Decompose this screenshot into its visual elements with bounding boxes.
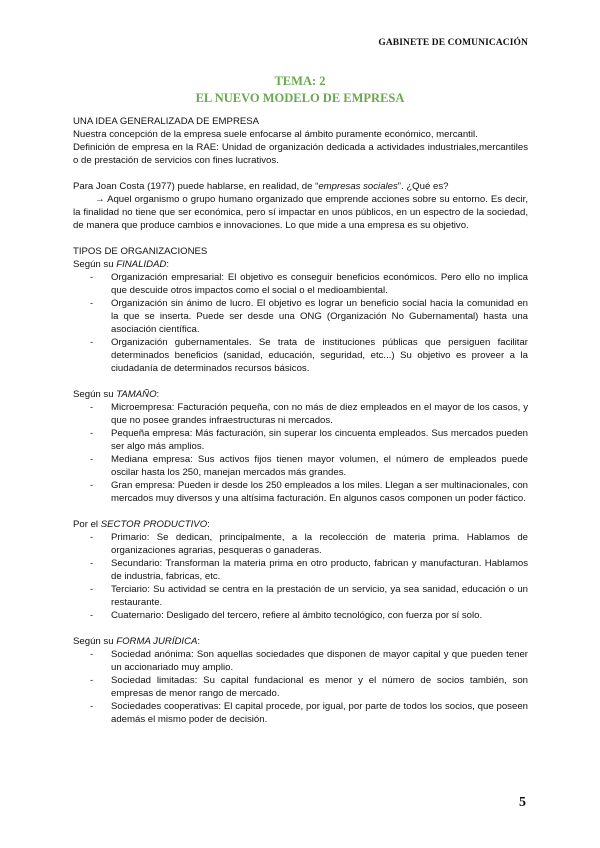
- list-item-text: Pequeña empresa: Más facturación, sin superar los cincuenta empleados. Sus mercados pueden ser algo más amplios.: [111, 428, 528, 452]
- dash-bullet: -: [90, 480, 94, 491]
- topic-title: [0, 73, 600, 107]
- document-body: [73, 115, 528, 726]
- list-item: [73, 557, 528, 583]
- list-item: [73, 700, 528, 726]
- dash-bullet: -: [90, 454, 94, 465]
- list-item-text: Sociedad anónima: Son aquellas sociedades que disponen de mayor capital y que pueden tener un accionariado muy amplio.: [111, 649, 528, 673]
- dash-bullet: -: [90, 649, 94, 660]
- list-item: [73, 336, 528, 375]
- list-item: [73, 271, 528, 297]
- dash-bullet: -: [90, 558, 94, 569]
- dash-bullet: -: [90, 675, 94, 686]
- heading-label: SECTOR PRODUCTIVO: [100, 519, 208, 530]
- heading-suffix: :: [166, 259, 170, 270]
- list-item-text: Organización empresarial: El objetivo es conseguir beneficios económicos. Pero ello no implica que descuide otros impactos como el social o el medioambiental.: [111, 272, 528, 296]
- classification-group: [73, 258, 528, 375]
- list-item-text: Sociedades cooperativas: El capital procede, por igual, por parte de todos los socios, que poseen además el mismo poder de decisión.: [111, 701, 528, 725]
- section-heading: TIPOS DE ORGANIZACIONES: [73, 246, 208, 257]
- paragraph: Nuestra concepción de la empresa suele enfocarse al ámbito puramente económico, mercantil.: [73, 129, 478, 140]
- heading-prefix: Según su: [73, 389, 117, 400]
- list-item-text: Gran empresa: Pueden ir desde los 250 empleados a los miles. Llegan a ser multinacionales, con mercados muy diversos y una altísima facturación. En algunos casos componen un poder fáctico.: [111, 480, 528, 504]
- paragraph: Definición de empresa en la RAE: Unidad de organización dedicada a actividades industriales,mercantiles o de prestación de servicios con fines lucrativos.: [73, 142, 528, 166]
- department-header: GABINETE DE COMUNICACIÓN: [378, 38, 528, 48]
- list-item: [73, 453, 528, 479]
- list-item-text: Cuaternario: Desligado del tercero, refiere al ámbito tecnológico, con fuerza por sí solo.: [111, 610, 483, 621]
- list-item: [73, 648, 528, 674]
- list-item-text: Organización sin ánimo de lucro. El objetivo es lograr un beneficio social hacia la comunidad en la que se inserta. Puede ser desde una ONG (Organización No Gubernamental) hasta una asociación científica.: [111, 298, 528, 335]
- list-item: [73, 297, 528, 336]
- emphasis-text: empresas sociales: [318, 181, 398, 192]
- list-item-text: Terciario: Su actividad se centra en la prestación de un servicio, ya sea sanidad, educación o un restaurante.: [111, 584, 528, 608]
- dash-bullet: -: [90, 298, 94, 309]
- dash-bullet: -: [90, 584, 94, 595]
- heading-label: FORMA JURÍDICA: [116, 636, 198, 647]
- paragraph: [73, 180, 528, 193]
- list-item-text: Organización gubernamentales. Se trata de instituciones públicas que persiguen facilitar determinados beneficios (sanidad, educación, seguridad, etc...) Su objetivo es proveer a la ciudadanía de determinados recursos básicos.: [111, 337, 528, 374]
- dash-bullet: -: [90, 337, 94, 348]
- bullet-list: [73, 401, 528, 505]
- list-item: [73, 674, 528, 700]
- list-item-text: Primario: Se dedican, principalmente, a la recolección de materia prima. Hablamos de organizaciones agrarias, pesqueras o ganaderas.: [111, 532, 528, 556]
- list-item: [73, 401, 528, 427]
- heading-prefix: Por el: [73, 519, 101, 530]
- heading-prefix: Según su: [73, 636, 117, 647]
- dash-bullet: -: [90, 610, 94, 621]
- list-item-text: Microempresa: Facturación pequeña, con no más de diez empleados en el mayor de los casos, y que no posee grandes infraestructuras ni mercados.: [111, 402, 528, 426]
- text-run: Para Joan Costa (1977) puede hablarse, en realidad, de “: [73, 181, 319, 192]
- text-run: ”. ¿Qué es?: [397, 181, 449, 192]
- heading-label: FINALIDAD: [116, 259, 167, 270]
- topic-number: TEMA: 2: [274, 74, 326, 88]
- group-heading: [73, 258, 528, 271]
- dash-bullet: -: [90, 272, 94, 283]
- heading-suffix: :: [207, 519, 210, 530]
- heading-label: TAMAÑO: [116, 389, 157, 400]
- heading-suffix: :: [197, 636, 201, 647]
- bullet-list: [73, 648, 528, 726]
- bullet-list: [73, 531, 528, 622]
- dash-bullet: -: [90, 402, 94, 413]
- page-number: 5: [519, 795, 526, 810]
- section-heading: UNA IDEA GENERALIZADA DE EMPRESA: [73, 116, 260, 127]
- list-item: [73, 427, 528, 453]
- classification-group: [73, 635, 528, 726]
- list-item: [73, 531, 528, 557]
- list-item: [73, 479, 528, 505]
- heading-prefix: Según su: [73, 259, 117, 270]
- group-heading: [73, 388, 528, 401]
- list-item-text: Sociedad limitadas: Su capital fundacional es menor y el número de socios también, son empresas de menor rango de mercado.: [111, 675, 528, 699]
- group-heading: [73, 635, 528, 648]
- dash-bullet: -: [90, 532, 94, 543]
- classification-group: [73, 518, 528, 622]
- dash-bullet: -: [90, 701, 94, 712]
- dash-bullet: -: [90, 428, 94, 439]
- paragraph: → Aquel organismo o grupo humano organizado que emprende acciones sobre su entorno. Es decir, la finalidad no tiene que ser económica, pero sí impactar en unos públicos, en un espectro de la sociedad, de manera que produce cambios e innovaciones. Lo que mide a una empresa es su objetivo.: [73, 194, 528, 231]
- group-heading: [73, 518, 528, 531]
- heading-suffix: :: [156, 389, 160, 400]
- bullet-list: [73, 271, 528, 375]
- list-item-text: Secundario: Transforman la materia prima en otro producto, fabrican y manufacturan. Hablamos de industria, fabricas, etc.: [111, 558, 528, 582]
- classification-group: [73, 388, 528, 505]
- list-item: [73, 609, 528, 622]
- list-item: [73, 583, 528, 609]
- topic-name: EL NUEVO MODELO DE EMPRESA: [195, 91, 405, 105]
- list-item-text: Mediana empresa: Sus activos fijos tienen mayor volumen, el número de empleados puede oscilar hasta los 250, manejan mercados más grandes.: [111, 454, 528, 478]
